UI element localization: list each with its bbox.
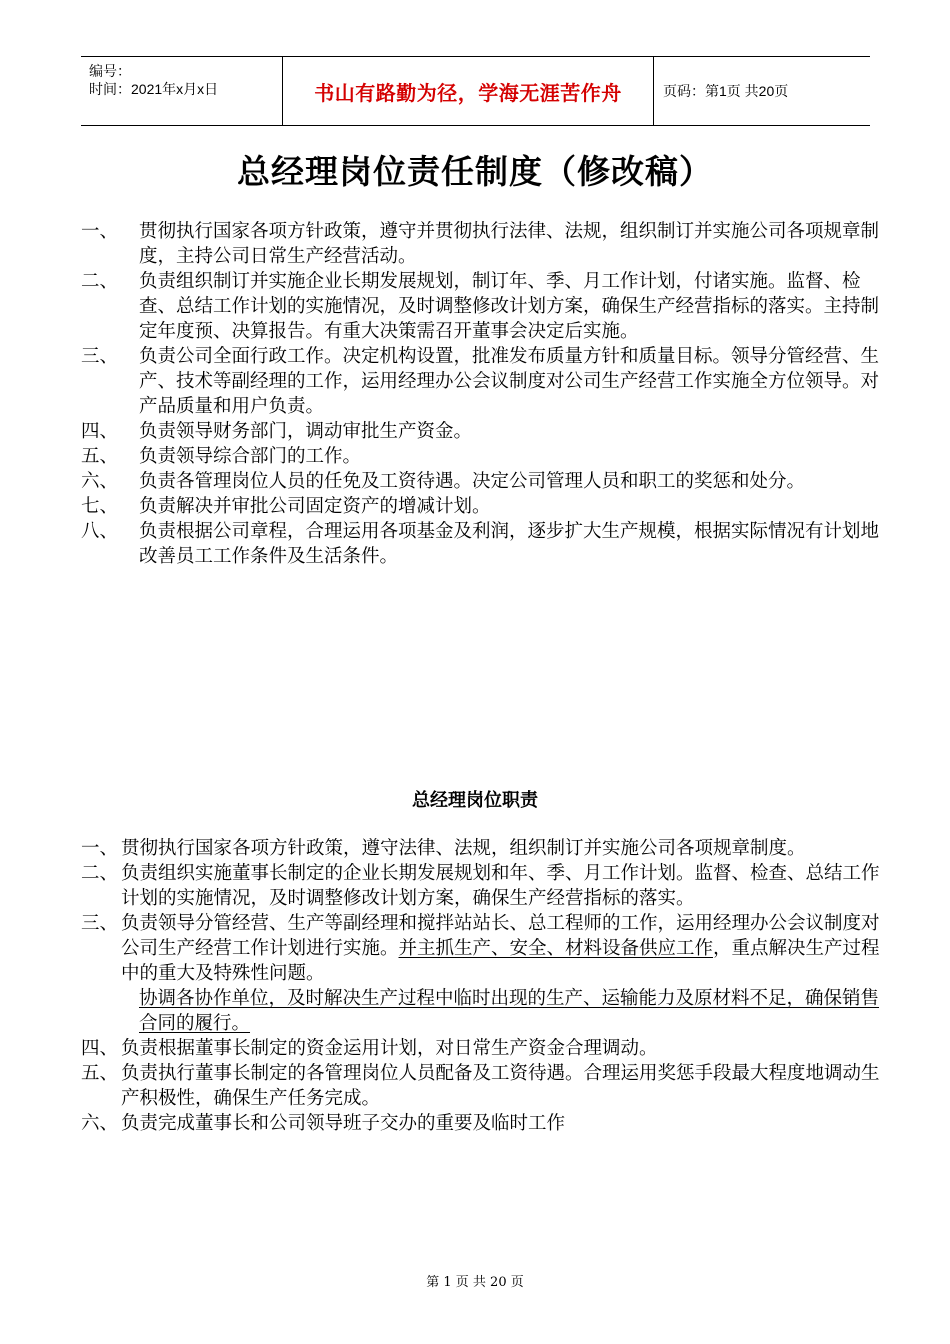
list-item xyxy=(81,419,881,444)
section-title: 总经理岗位职责 xyxy=(412,790,538,811)
item-text: 负责根据董事长制定的资金运用计划，对日常生产资金合理调动。 xyxy=(121,1038,658,1059)
duties-list xyxy=(81,836,881,1136)
page-footer: 第 1 页 共 20 页 xyxy=(426,1275,524,1290)
item-text: 负责组织制订并实施企业长期发展规划，制订年、季、月工作计划，付诸实施。监督、检查、总结工作计划的实施情况，及时调整修改计划方案，确保生产经营指标的落实。主持制定年度预、决算报告。有重大决策需召开董事会决定后实施。 xyxy=(139,271,880,342)
item-number: 二、 xyxy=(81,863,119,884)
item-text: 负责领导综合部门的工作。 xyxy=(139,446,362,467)
item-text-tail: ，重点解决生产过程中的重大及特殊性问题。 xyxy=(121,938,880,984)
item-text: 负责领导财务部门，调动审批生产资金。 xyxy=(139,421,473,442)
item-number: 三、 xyxy=(81,346,119,367)
time-label: 时间：2021年x月x日 xyxy=(89,81,219,97)
item-number: 五、 xyxy=(81,446,119,467)
item-text: 负责完成董事长和公司领导班子交办的重要及临时工作 xyxy=(121,1113,566,1134)
header-meta xyxy=(81,57,281,125)
item-number: 六、 xyxy=(81,471,119,492)
list-item xyxy=(81,836,881,861)
item-text: 负责公司全面行政工作。决定机构设置，批准发布质量方针和质量目标。领导分管经营、生产、技术等副经理的工作，运用经理办公会议制度对公司生产经营工作实施全方位领导。对产品质量和用户负责。 xyxy=(139,346,880,417)
header-motto: 书山有路勤为径，学海无涯苦作舟 xyxy=(282,57,654,125)
item-number: 一、 xyxy=(81,221,119,242)
item-number: 二、 xyxy=(81,271,119,292)
document-header xyxy=(81,56,870,126)
list-item xyxy=(81,219,881,269)
responsibility-system-list xyxy=(81,219,881,569)
item-number: 七、 xyxy=(81,496,119,517)
list-item xyxy=(81,444,881,469)
extra-paragraph xyxy=(81,986,881,1036)
item-number: 四、 xyxy=(81,1038,119,1059)
list-item xyxy=(81,1111,881,1136)
item-text: 负责组织实施董事长制定的企业长期发展规划和年、季、月工作计划。监督、检查、总结工作计划的实施情况，及时调整修改计划方案，确保生产经营指标的落实。 xyxy=(121,863,880,909)
underlined-text: 并主抓生产、安全、材料设备供应工作 xyxy=(398,938,714,959)
list-item xyxy=(81,269,881,344)
item-text: 负责根据公司章程，合理运用各项基金及利润，逐步扩大生产规模，根据实际情况有计划地改善员工工作条件及生活条件。 xyxy=(139,521,880,567)
list-item xyxy=(81,344,881,419)
item-number: 六、 xyxy=(81,1113,119,1134)
list-item xyxy=(81,469,881,494)
item-number: 一、 xyxy=(81,838,119,859)
item-number: 八、 xyxy=(81,521,119,542)
list-item xyxy=(81,1061,881,1111)
header-page-info: 页码：第1页 共20页 xyxy=(663,83,789,99)
list-item xyxy=(81,1036,881,1061)
item-text: 负责领导分管经营、生产等副经理和搅拌站站长、总工程师的工作，运用经理办公会议制度对公司生产经营工作计划进行实施。 xyxy=(121,913,880,959)
list-item xyxy=(81,519,881,569)
list-item xyxy=(81,494,881,519)
item-number: 三、 xyxy=(81,913,119,934)
item-text: 负责解决并审批公司固定资产的增减计划。 xyxy=(139,496,491,517)
item-number: 四、 xyxy=(81,421,119,442)
item-text: 负责各管理岗位人员的任免及工资待遇。决定公司管理人员和职工的奖惩和处分。 xyxy=(139,471,806,492)
item-number: 五、 xyxy=(81,1063,119,1084)
item-text: 贯彻执行国家各项方针政策，遵守法律、法规，组织制订并实施公司各项规章制度。 xyxy=(121,838,806,859)
item-text: 贯彻执行国家各项方针政策，遵守并贯彻执行法律、法规，组织制订并实施公司各项规章制度，主持公司日常生产经营活动。 xyxy=(139,221,880,267)
list-item xyxy=(81,911,881,986)
document-title: 总经理岗位责任制度（修改稿） xyxy=(237,152,713,191)
list-item xyxy=(81,861,881,911)
number-label: 编号： xyxy=(89,63,131,79)
item-text: 负责执行董事长制定的各管理岗位人员配备及工资待遇。合理运用奖惩手段最大程度地调动生产积极性，确保生产任务完成。 xyxy=(121,1063,880,1109)
underlined-text: 协调各协作单位，及时解决生产过程中临时出现的生产、运输能力及原材料不足，确保销售合同的履行。 xyxy=(139,988,880,1034)
